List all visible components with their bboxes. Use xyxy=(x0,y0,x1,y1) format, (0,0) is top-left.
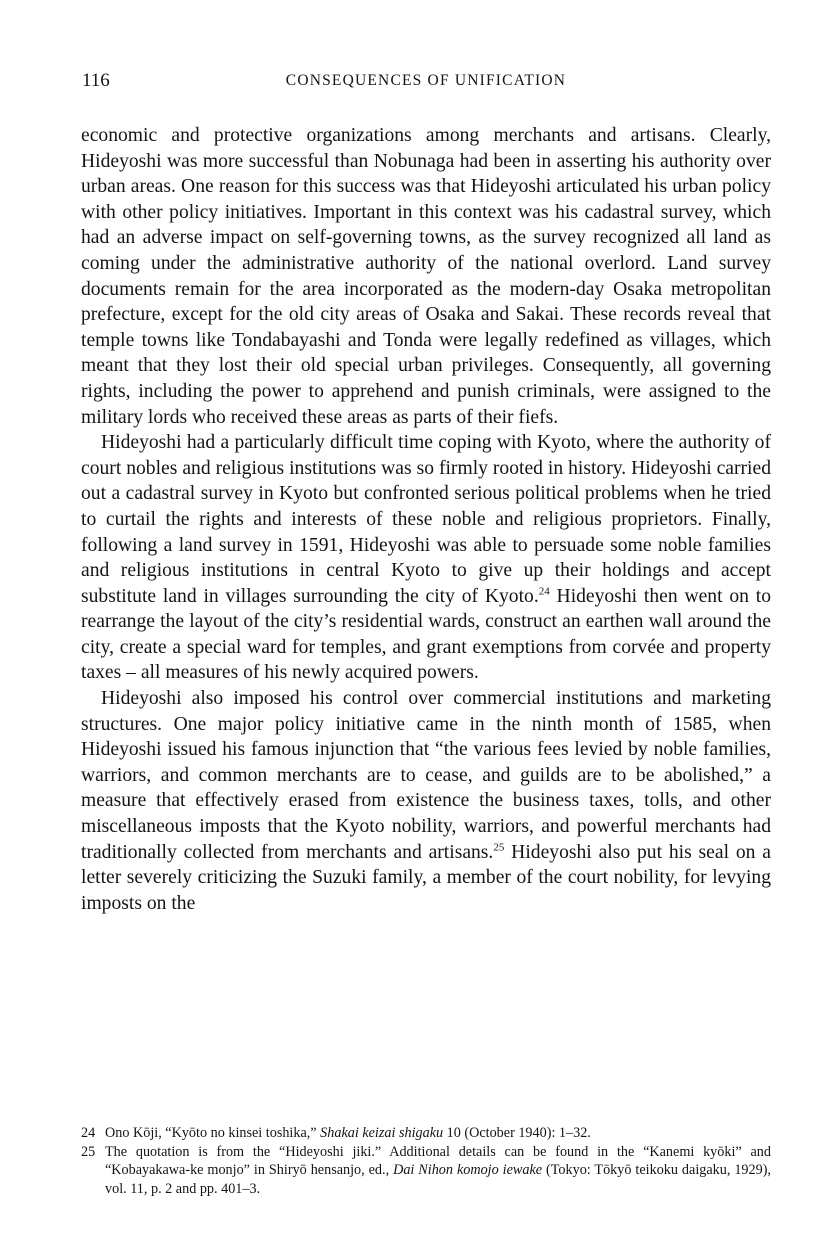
footnote-number: 25 xyxy=(81,1143,96,1160)
running-title: CONSEQUENCES OF UNIFICATION xyxy=(285,72,567,89)
footnote-source-title: Shakai keizai shigaku xyxy=(320,1125,444,1141)
footnote-text xyxy=(105,1143,771,1199)
footnote-ref[interactable]: 25 xyxy=(493,841,505,854)
paragraph-text: Hideyoshi also imposed his control over commercial institutions and marketing structures. One major policy initiative came in the ninth month of 1585, when Hideyoshi issued his famous injunction that “the various fees levied by noble families, warriors, and common merchants are to cease, and guilds are to be abolished,” a measure that effectively erased from existence the business taxes, tolls, and other miscellaneous imposts that the Kyoto nobility, warriors, and powerful merchants had traditionally collected from merchants and artisans. xyxy=(81,688,771,863)
footnote-text-part: 10 (October 1940): 1–32. xyxy=(443,1125,591,1141)
footnote xyxy=(81,1143,771,1199)
paragraph xyxy=(81,430,771,686)
page xyxy=(81,70,771,916)
footnotes xyxy=(81,1124,771,1198)
paragraph-text: Hideyoshi also put his seal on a letter severely criticizing the Suzuki family, a member of the court nobility, for levying imposts on the xyxy=(81,841,771,914)
footnote-text-part: (Tokyo: Tōkyō teikoku daigaku, 1929), vol. 11, p. 2 and pp. 401–3. xyxy=(105,1162,771,1197)
page-number: 116 xyxy=(82,70,110,91)
page-header xyxy=(81,70,771,96)
paragraph-text: Hideyoshi then went on to rearrange the layout of the city’s residential wards, construct an earthen wall around the city, create a special ward for temples, and grant exemptions from corvée and property taxes – all measures of his newly acquired powers. xyxy=(81,585,771,684)
paragraph xyxy=(81,686,771,916)
footnote-source-title: Dai Nihon komojo iewake xyxy=(393,1162,543,1178)
body-text xyxy=(81,123,771,916)
footnote-number: 24 xyxy=(81,1125,96,1141)
footnote-text-part: Ono Kōji, “Kyōto no kinsei toshika,” xyxy=(105,1125,321,1141)
footnote-text-part: The quotation is from the “Hideyoshi jiki.” Additional details can be found in the “Kanemi kyōki” and “Kobayakawa-ke monjo” in Shiryō hensanjo, ed., xyxy=(105,1143,771,1178)
footnote-text xyxy=(105,1124,771,1143)
footnote-ref[interactable]: 24 xyxy=(538,585,550,598)
footnote xyxy=(81,1124,771,1143)
paragraph: economic and protective organizations among merchants and artisans. Clearly, Hideyoshi was more successful than Nobunaga had been in asserting his authority over urban areas. One reason for this success was that Hideyoshi articulated his urban policy with other policy initiatives. Important in this context was his cadastral survey, which had an adverse impact on self-governing towns, as the survey recognized all land as coming under the administrative authority of the national overlord. Land survey documents remain for the area incorporated as the modern-day Osaka metropolitan prefecture, except for the old city areas of Osaka and Sakai. These records reveal that temple towns like Tondabayashi and Tonda were legally redefined as villages, which meant that they lost their old special urban privileges. Consequently, all governing rights, including the power to apprehend and punish criminals, were assigned to the military lords who received these areas as parts of their fiefs. xyxy=(81,125,771,428)
paragraph-text: Hideyoshi had a particularly difficult time coping with Kyoto, where the authority of court nobles and religious institutions was so firmly rooted in history. Hideyoshi carried out a cadastral survey in Kyoto but confronted serious political problems when he tried to curtail the rights and interests of these noble and religious proprietors. Finally, following a land survey in 1591, Hideyoshi was able to persuade some noble families and religious institutions in central Kyoto to give up their holdings and accept substitute land in villages surrounding the city of Kyoto. xyxy=(81,432,771,607)
